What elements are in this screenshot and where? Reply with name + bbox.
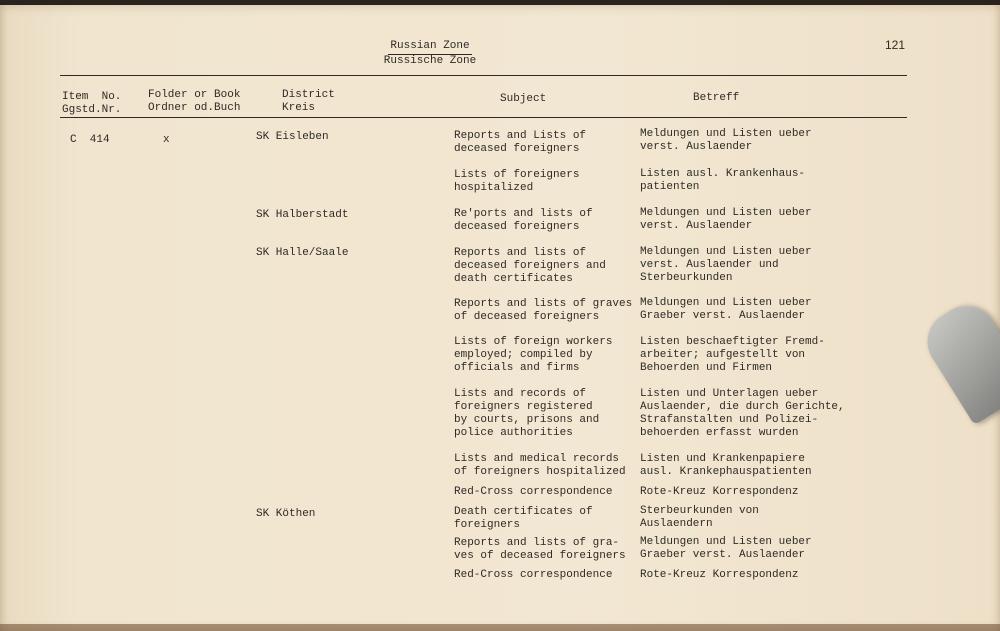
page-clip <box>916 295 1000 425</box>
header-bottom-rule <box>60 117 907 118</box>
zone-title <box>380 40 480 68</box>
row-betreff: Rote-Kreuz Korrespondenz <box>640 486 799 498</box>
row-subject: Lists of foreigners hospitalized <box>454 169 580 194</box>
row-betreff: Meldungen und Listen ueber verst. Auslaender <box>640 207 812 232</box>
header-top-rule <box>60 75 907 76</box>
row-subject: Lists and records of foreigners registered by courts, prisons and police authorities <box>454 388 600 439</box>
row-betreff: Meldungen und Listen ueber Graeber verst. Auslaender <box>640 297 812 322</box>
row-subject: Lists and medical records of foreigners hospitalized <box>454 453 626 478</box>
row-betreff: Rote-Kreuz Korrespondenz <box>640 569 799 581</box>
item-number: C 414 <box>70 134 110 146</box>
row-betreff: Listen beschaeftigter Fremd- arbeiter; aufgestellt von Behoerden und Firmen <box>640 336 825 374</box>
row-subject: Reports and lists of gra- ves of deceased foreigners <box>454 537 626 562</box>
row-subject: Reports and lists of graves of deceased foreigners <box>454 298 633 323</box>
row-betreff: Meldungen und Listen ueber verst. Auslaender <box>640 128 812 153</box>
col-item-header <box>62 91 121 117</box>
row-subject: Lists of foreign workers employed; compiled by officials and firms <box>454 336 613 374</box>
bottom-edge <box>0 624 1000 631</box>
col-district-header <box>282 89 335 115</box>
zone-title-de: Russische Zone <box>383 55 477 67</box>
col-item-line1: Item No. <box>62 91 122 103</box>
row-subject: Red-Cross correspondence <box>454 569 613 581</box>
row-betreff: Meldungen und Listen ueber verst. Auslaender und Sterbeurkunden <box>640 246 812 284</box>
col-folder-line2: Ordner od.Buch <box>148 102 241 114</box>
row-betreff: Sterbeurkunden von Auslaendern <box>640 505 759 530</box>
page-number: 121 <box>885 38 906 52</box>
district-halberstadt: SK Halberstadt <box>256 209 349 221</box>
row-subject: Red-Cross correspondence <box>454 486 613 498</box>
row-betreff: Listen und Krankenpapiere ausl. Krankephauspatienten <box>640 453 812 478</box>
district-eisleben: SK Eisleben <box>256 131 329 143</box>
row-subject: Death certificates of foreigners <box>454 506 593 531</box>
district-halle-saale: SK Halle/Saale <box>256 247 349 259</box>
row-subject: Reports and Lists of deceased foreigners <box>454 130 587 155</box>
top-edge <box>0 0 1000 5</box>
row-betreff: Listen ausl. Krankenhaus- patienten <box>640 168 806 193</box>
row-betreff: Meldungen und Listen ueber Graeber verst. Auslaender <box>640 536 812 561</box>
district-koethen: SK Köthen <box>256 508 316 520</box>
col-folder-header <box>148 89 240 115</box>
folder-marker: x <box>163 134 170 146</box>
row-subject: Re'ports and lists of deceased foreigners <box>454 208 593 233</box>
row-subject: Reports and lists of deceased foreigners and death certificates <box>454 247 606 285</box>
row-betreff: Listen und Unterlagen ueber Auslaender, die durch Gerichte, Strafanstalten und Polizei- behoerden erfasst wurden <box>640 388 845 439</box>
col-folder-line1: Folder or Book <box>148 89 241 101</box>
col-betreff-header: Betreff <box>693 92 740 104</box>
zone-title-en: Russian Zone <box>390 40 470 52</box>
col-item-line2: Ggstd.Nr. <box>62 104 122 116</box>
col-district-line1: District <box>282 89 335 101</box>
col-district-line2: Kreis <box>282 102 316 114</box>
col-subject-header: Subject <box>500 93 547 105</box>
